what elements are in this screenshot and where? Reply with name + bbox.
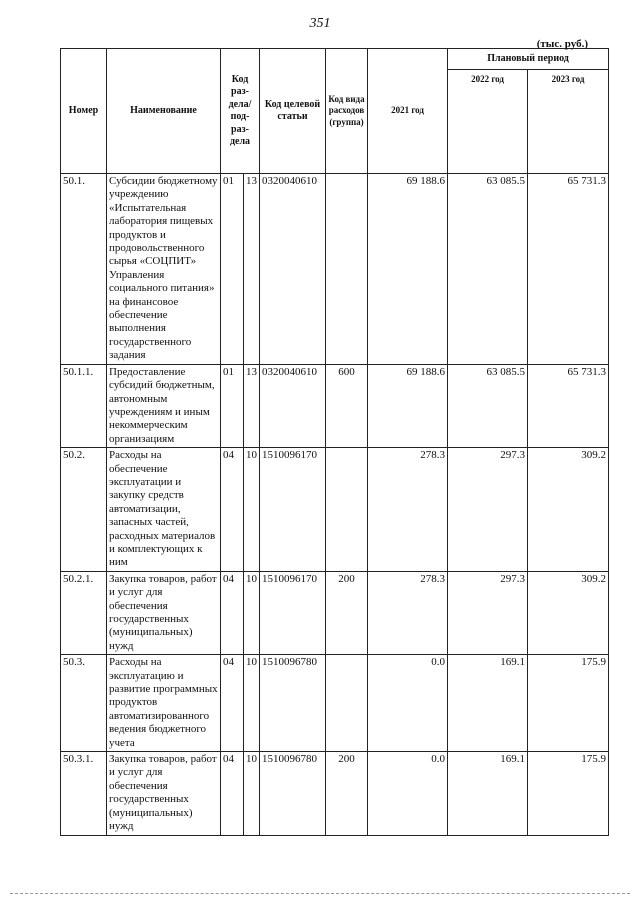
table-row	[61, 752, 609, 835]
cell-name: Расходы на обеспечение эксплуатации и закупку средств автоматизации, запасных частей, расходных материалов и комплектующих к ним	[107, 448, 221, 572]
cell-y2023: 309.2	[528, 448, 609, 572]
cell-name: Расходы на эксплуатацию и развитие программных продуктов автоматизированного ведения бюджетного учета	[107, 655, 221, 752]
cell-y2021: 69 188.6	[368, 174, 448, 365]
cell-section: 04	[221, 571, 244, 654]
cell-number: 50.1.	[61, 174, 107, 365]
table-row	[61, 655, 609, 752]
cell-number: 50.2.1.	[61, 571, 107, 654]
cell-y2023: 65 731.3	[528, 174, 609, 365]
cell-section: 01	[221, 174, 244, 365]
cell-expense: 600	[326, 364, 368, 447]
cell-subsection: 13	[244, 174, 260, 365]
header-section: Код раз-дела/ под-раз-дела	[221, 49, 260, 174]
budget-table	[60, 48, 609, 836]
header-2021: 2021 год	[368, 49, 448, 174]
cell-subsection: 10	[244, 448, 260, 572]
cell-y2022: 297.3	[448, 571, 528, 654]
cell-section: 01	[221, 364, 244, 447]
cell-name: Закупка товаров, работ и услуг для обеспечения государственных (муниципальных) нужд	[107, 752, 221, 835]
cell-section: 04	[221, 752, 244, 835]
cell-y2023: 175.9	[528, 655, 609, 752]
cell-y2021: 278.3	[368, 571, 448, 654]
cell-expense	[326, 655, 368, 752]
cell-y2022: 169.1	[448, 655, 528, 752]
cell-subsection: 13	[244, 364, 260, 447]
cell-y2021: 69 188.6	[368, 364, 448, 447]
cell-number: 50.2.	[61, 448, 107, 572]
cell-subsection: 10	[244, 752, 260, 835]
cell-number: 50.3.1.	[61, 752, 107, 835]
page-number: 351	[309, 16, 331, 31]
table-row	[61, 448, 609, 572]
cell-y2022: 63 085.5	[448, 364, 528, 447]
cell-target: 1510096170	[260, 571, 326, 654]
cell-number: 50.1.1.	[61, 364, 107, 447]
cell-target: 1510096170	[260, 448, 326, 572]
cell-target: 0320040610	[260, 364, 326, 447]
cell-expense: 200	[326, 571, 368, 654]
cell-subsection: 10	[244, 655, 260, 752]
cell-expense	[326, 174, 368, 365]
cell-expense	[326, 448, 368, 572]
header-2022: 2022 год	[448, 70, 528, 174]
cell-y2023: 65 731.3	[528, 364, 609, 447]
cell-y2022: 63 085.5	[448, 174, 528, 365]
header-planned-period: Плановый период	[448, 49, 609, 70]
cell-number: 50.3.	[61, 655, 107, 752]
table-row	[61, 174, 609, 365]
cell-section: 04	[221, 448, 244, 572]
bottom-scan-edge	[10, 893, 630, 894]
header-name: Наименование	[107, 49, 221, 174]
cell-name: Субсидии бюджетному учреждению «Испытательная лаборатория пищевых продуктов и продовольственного сырья «СОЦПИТ» Управления социального питания» на финансовое обеспечение выполнения государственного задания	[107, 174, 221, 365]
header-number: Номер	[61, 49, 107, 174]
cell-y2022: 169.1	[448, 752, 528, 835]
table-row	[61, 364, 609, 447]
cell-y2023: 309.2	[528, 571, 609, 654]
units-label: (тыс. руб.)	[536, 38, 588, 50]
table-body	[61, 174, 609, 836]
cell-y2021: 278.3	[368, 448, 448, 572]
header-target: Код целевой статьи	[260, 49, 326, 174]
header-2023: 2023 год	[528, 70, 609, 174]
cell-target: 1510096780	[260, 655, 326, 752]
cell-name: Закупка товаров, работ и услуг для обеспечения государственных (муниципальных) нужд	[107, 571, 221, 654]
cell-name: Предоставление субсидий бюджетным, автономным учреждениям и иным некоммерческим организациям	[107, 364, 221, 447]
cell-target: 1510096780	[260, 752, 326, 835]
table-header	[61, 49, 609, 174]
cell-y2021: 0.0	[368, 752, 448, 835]
cell-target: 0320040610	[260, 174, 326, 365]
cell-y2022: 297.3	[448, 448, 528, 572]
table-row	[61, 571, 609, 654]
cell-expense: 200	[326, 752, 368, 835]
cell-y2023: 175.9	[528, 752, 609, 835]
header-expense: Код вида расходов (группа)	[326, 49, 368, 174]
cell-subsection: 10	[244, 571, 260, 654]
cell-section: 04	[221, 655, 244, 752]
cell-y2021: 0.0	[368, 655, 448, 752]
